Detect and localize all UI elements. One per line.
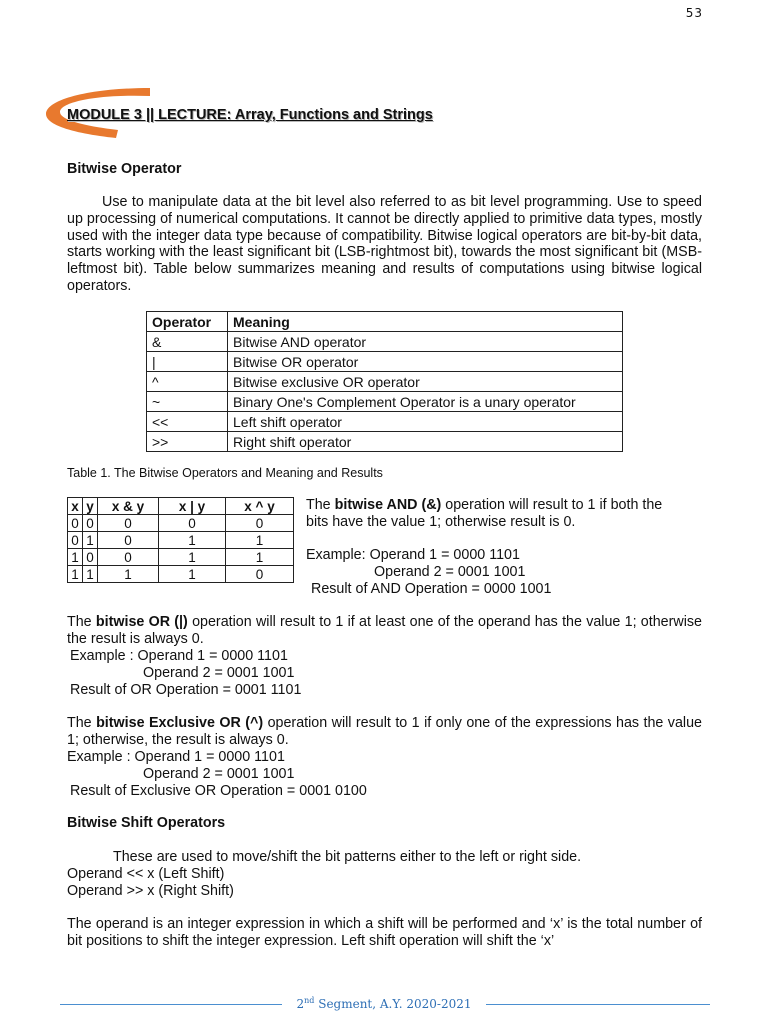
xor-example-operand2: Operand 2 = 0001 1001 (143, 766, 295, 782)
truth-cell: 1 (83, 532, 98, 549)
table-row (147, 432, 623, 452)
truth-cell: 1 (226, 549, 294, 566)
footer-rule-left (60, 1004, 282, 1005)
table-cell: Left shift operator (228, 412, 623, 432)
footer-ordinal-suffix: nd (304, 996, 315, 1005)
table-header-row (147, 312, 623, 332)
xor-result: Result of Exclusive OR Operation = 0001 0100 (70, 783, 367, 799)
truth-header: y (83, 498, 98, 515)
truth-header: x | y (159, 498, 226, 515)
or-pre: The (67, 614, 96, 630)
table-cell: << (147, 412, 228, 432)
table-row (147, 332, 623, 352)
truth-table (67, 497, 294, 583)
shift-intro: These are used to move/shift the bit patterns either to the left or right side. (113, 849, 582, 865)
and-result: Result of AND Operation = 0000 1001 (311, 581, 552, 597)
table-header-operator: Operator (147, 312, 228, 332)
truth-header: x ^ y (226, 498, 294, 515)
footer-segment: Segment, A.Y. 2020-2021 (314, 997, 472, 1011)
truth-cell: 0 (68, 515, 83, 532)
truth-row (68, 566, 294, 583)
and-example-operand1: Example: Operand 1 = 0000 1101 (306, 547, 520, 563)
truth-header: x (68, 498, 83, 515)
table-cell: | (147, 352, 228, 372)
truth-cell: 0 (159, 515, 226, 532)
or-example-operand2: Operand 2 = 0001 1001 (143, 665, 295, 681)
truth-row (68, 549, 294, 566)
table-cell: ~ (147, 392, 228, 412)
xor-operator-term: bitwise Exclusive OR (^) (96, 715, 264, 731)
table-row (147, 412, 623, 432)
table-cell: Bitwise OR operator (228, 352, 623, 372)
xor-example-operand1: Example : Operand 1 = 0000 1101 (67, 749, 285, 765)
truth-cell: 0 (83, 515, 98, 532)
footer-rule-right (486, 1004, 710, 1005)
truth-cell: 1 (159, 566, 226, 583)
truth-cell: 0 (68, 532, 83, 549)
truth-header: x & y (98, 498, 159, 515)
table-row (147, 392, 623, 412)
and-pre: The (306, 497, 335, 513)
truth-cell: 1 (83, 566, 98, 583)
and-post: operation will result to 1 if both the (441, 497, 663, 513)
module-title: MODULE 3 || LECTURE: Array, Functions and Strings (67, 107, 433, 123)
truth-header-row (68, 498, 294, 515)
and-operator-term: bitwise AND (&) (334, 497, 442, 513)
truth-row (68, 532, 294, 549)
truth-cell: 1 (68, 566, 83, 583)
truth-row (68, 515, 294, 532)
shift-right-syntax: Operand >> x (Right Shift) (67, 883, 234, 899)
section-heading-bitwise-operator: Bitwise Operator (67, 161, 182, 177)
table-header-meaning: Meaning (228, 312, 623, 332)
shift-paragraph: The operand is an integer expression in which a shift will be performed and ‘x’ is the total number of bit positions to shift the integer expression. Left shift operation will shift the ‘x’ (67, 916, 702, 949)
truth-cell: 1 (159, 532, 226, 549)
truth-cell: 0 (226, 515, 294, 532)
shift-left-syntax: Operand << x (Left Shift) (67, 866, 225, 882)
truth-cell: 0 (98, 515, 159, 532)
table-cell: Right shift operator (228, 432, 623, 452)
page-number: 53 (685, 6, 703, 20)
section-heading-shift-operators: Bitwise Shift Operators (67, 815, 226, 831)
xor-post: operation will result to 1 if only one of the expressions has the value 1; otherwise, the result is always 0. (67, 715, 702, 748)
table-caption: Table 1. The Bitwise Operators and Meaning and Results (67, 466, 383, 480)
table-cell: >> (147, 432, 228, 452)
and-example-operand2: Operand 2 = 0001 1001 (374, 564, 526, 580)
or-result: Result of OR Operation = 0001 1101 (70, 682, 302, 698)
table-cell: ^ (147, 372, 228, 392)
table-cell: Bitwise AND operator (228, 332, 623, 352)
or-example-operand1: Example : Operand 1 = 0000 1101 (70, 648, 288, 664)
truth-cell: 1 (159, 549, 226, 566)
table-cell: & (147, 332, 228, 352)
truth-cell: 0 (226, 566, 294, 583)
and-description (306, 497, 702, 514)
or-post: operation will result to 1 if at least one of the operand has the value 1; otherwise the result is always 0. (67, 614, 702, 647)
table-cell: Bitwise exclusive OR operator (228, 372, 623, 392)
table-cell: Binary One's Complement Operator is a unary operator (228, 392, 623, 412)
or-description (67, 614, 702, 648)
intro-paragraph: Use to manipulate data at the bit level also referred to as bit level programming. Use to speed up processing of numerical computations. It cannot be directly applied to primitive data types, mostly used with the integer data type because of compatibility. Bitwise logical operators are bit-by-bit data, starts working with the least significant bit (LSB-rightmost bit), towards the most significant bit (MSB-leftmost bit). Table below summarizes meaning and results of computations using bitwise logical operators. (67, 194, 702, 294)
footer-ordinal: 2 (296, 997, 305, 1011)
truth-cell: 1 (226, 532, 294, 549)
and-description-line2: bits have the value 1; otherwise result is 0. (306, 514, 576, 530)
or-operator-term: bitwise OR (|) (95, 614, 188, 630)
truth-cell: 0 (98, 549, 159, 566)
truth-cell: 0 (83, 549, 98, 566)
footer-text (284, 996, 484, 1011)
operator-table (146, 311, 623, 452)
table-row (147, 352, 623, 372)
table-row (147, 372, 623, 392)
truth-cell: 1 (98, 566, 159, 583)
truth-cell: 1 (68, 549, 83, 566)
xor-pre: The (67, 715, 97, 731)
truth-cell: 0 (98, 532, 159, 549)
xor-description (67, 715, 702, 749)
